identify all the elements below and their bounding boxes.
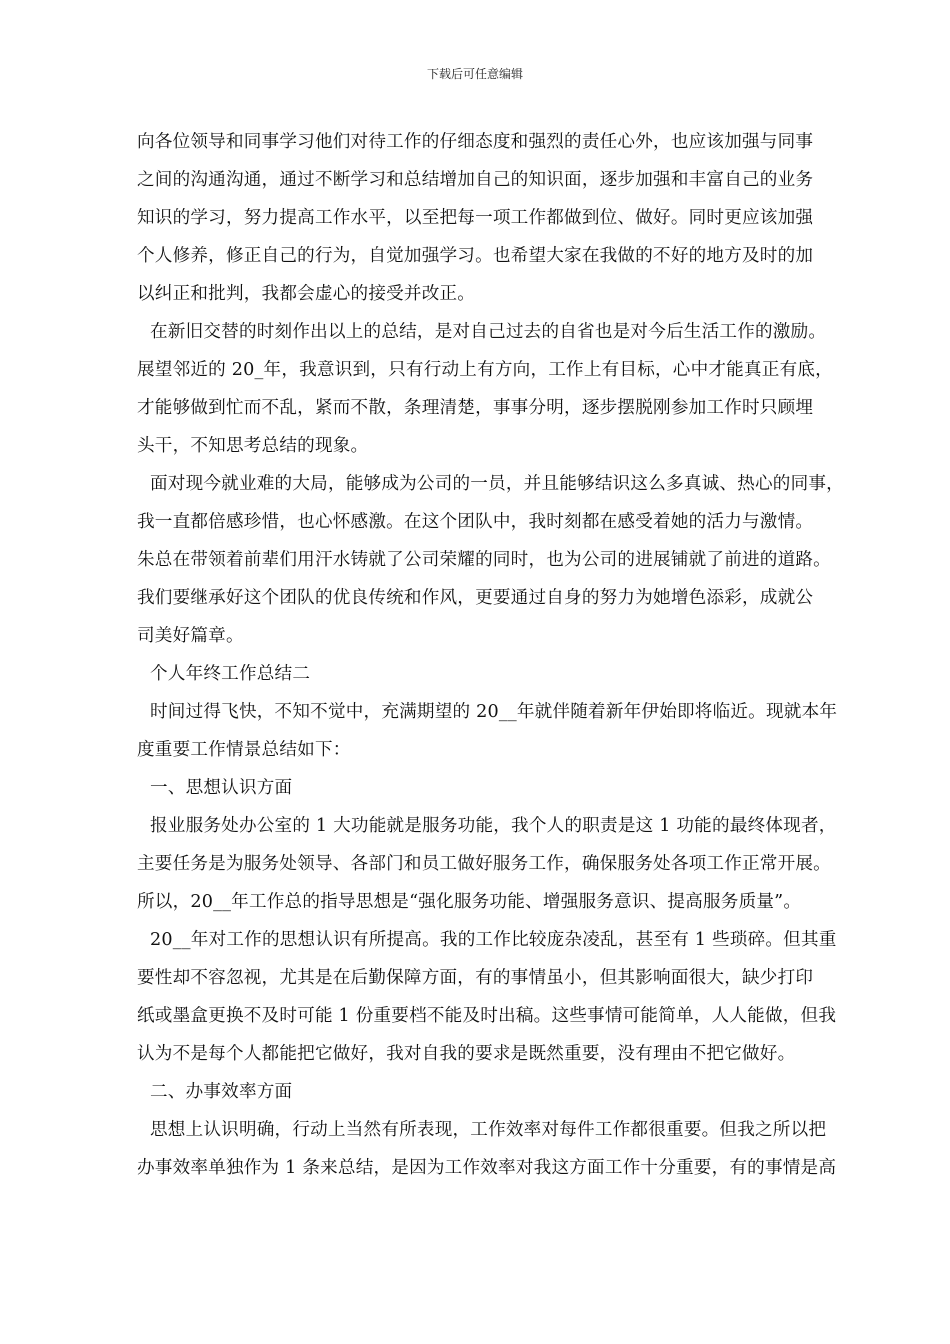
- text-line: 展望邻近的 20_年，我意识到，只有行动上有方向，工作上有目标，心中才能真正有底，: [137, 360, 833, 380]
- page-header: 下载后可任意编辑: [426, 67, 523, 81]
- text-line: 主要任务是为服务处领导、各部门和员工做好服务工作，确保服务处各项工作正常开展。: [137, 854, 831, 874]
- text-line: 度重要工作情景总结如下：: [137, 740, 351, 760]
- text-line: 认为不是每个人都能把它做好，我对自我的要求是既然重要，没有理由不把它做好。: [137, 1044, 796, 1064]
- text-line: 办事效率单独作为 1 条来总结，是因为工作效率对我这方面工作十分重要，有的事情是高: [137, 1158, 837, 1178]
- text-line: 要性却不容忽视，尤其是在后勤保障方面，有的事情虽小，但其影响面很大，缺少打印: [137, 968, 814, 988]
- text-line: 司美好篇章。: [137, 626, 244, 646]
- text-line: 时间过得飞快，不知不觉中，充满期望的 20__年就伴随着新年伊始即将临近。现就本年: [150, 702, 838, 722]
- section-heading: 个人年终工作总结二: [150, 664, 311, 684]
- text-line: 向各位领导和同事学习他们对待工作的仔细态度和强烈的责任心外，也应该加强与同事: [137, 132, 814, 152]
- text-line: 个人修养，修正自己的行为，自觉加强学习。也希望大家在我做的不好的地方及时的加: [137, 246, 814, 266]
- text-line: 纸或墨盒更换不及时可能 1 份重要档不能及时出稿。这些事情可能简单，人人能做，但我: [137, 1006, 837, 1026]
- text-line: 我一直都倍感珍惜，也心怀感激。在这个团队中，我时刻都在感受着她的活力与激情。: [137, 512, 814, 532]
- text-line: 思想上认识明确，行动上当然有所表现，工作效率对每件工作都很重要。但我之所以把: [150, 1120, 827, 1140]
- text-line: 知识的学习，努力提高工作水平，以至把每一项工作都做到位、做好。同时更应该加强: [137, 208, 814, 228]
- subsection-heading: 二、办事效率方面: [150, 1082, 293, 1102]
- text-line: 之间的沟通沟通，通过不断学习和总结增加自己的知识面，逐步加强和丰富自己的业务: [137, 170, 814, 190]
- text-line: 报业服务处办公室的 1 大功能就是服务功能，我个人的职责是这 1 功能的最终体现者，: [150, 816, 837, 836]
- text-line: 所以，20__年工作总的指导思想是“强化服务功能、增强服务意识、提高服务质量”。: [137, 892, 802, 912]
- document-body: [137, 123, 893, 1187]
- text-line: 在新旧交替的时刻作出以上的总结，是对自己过去的自省也是对今后生活工作的激励。: [150, 322, 827, 342]
- text-line: 面对现今就业难的大局，能够成为公司的一员，并且能够结识这么多真诚、热心的同事，: [150, 474, 844, 494]
- text-line: 我们要继承好这个团队的优良传统和作风，更要通过自身的努力为她增色添彩，成就公: [137, 588, 814, 608]
- text-line: 20__年对工作的思想认识有所提高。我的工作比较庞杂凌乱，甚至有 1 些琐碎。但其重: [150, 930, 837, 950]
- text-line: 朱总在带领着前辈们用汗水铸就了公司荣耀的同时，也为公司的进展铺就了前进的道路。: [137, 550, 831, 570]
- text-line: 才能够做到忙而不乱，紧而不散，条理清楚，事事分明，逐步摆脱刚参加工作时只顾埋: [137, 398, 814, 418]
- subsection-heading: 一、思想认识方面: [150, 778, 293, 798]
- text-line: 头干，不知思考总结的现象。: [137, 436, 369, 456]
- text-line: 以纠正和批判，我都会虚心的接受并改正。: [137, 284, 476, 304]
